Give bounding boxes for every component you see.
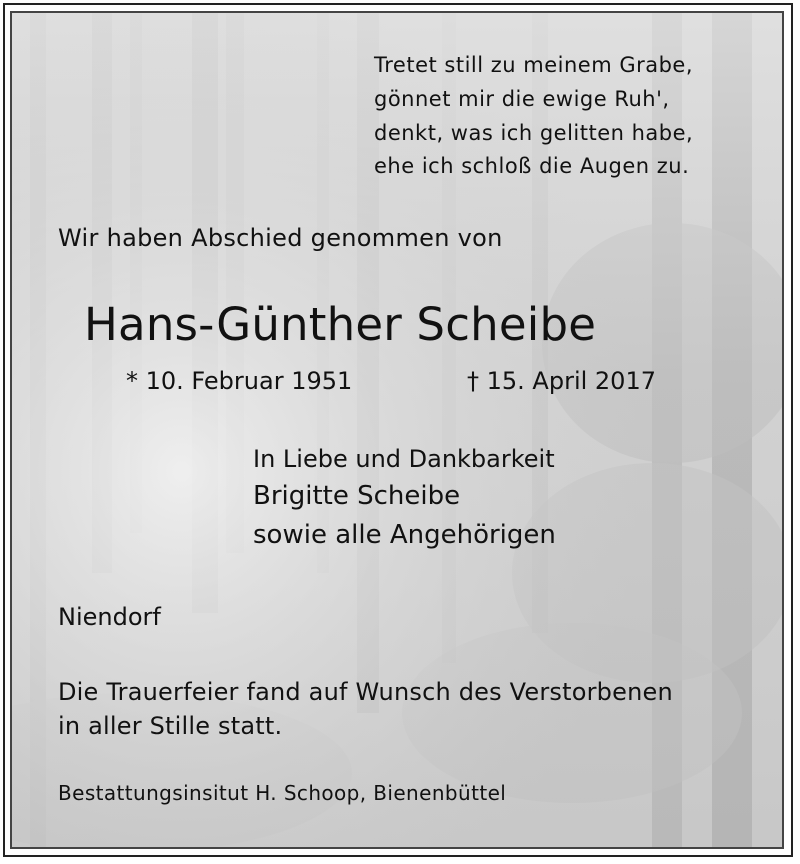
funeral-note-line-2: in aller Stille statt. [58,712,283,740]
deceased-name: Hans-Günther Scheibe [84,298,597,351]
poem-line-4: ehe ich schloß die Augen zu. [374,154,690,178]
poem-line-2: gönnet mir die ewige Ruh', [374,87,670,111]
obituary-card [10,11,784,849]
mourners-intro: In Liebe und Dankbarkeit [253,445,555,473]
death-date: † 15. April 2017 [467,367,656,395]
funeral-note-line-1: Die Trauerfeier fand auf Wunsch des Verstorbenen [58,678,673,706]
intro-text: Wir haben Abschied genommen von [58,224,503,252]
place-name: Niendorf [58,603,161,631]
birth-date: * 10. Februar 1951 [126,367,353,395]
poem-line-3: denkt, was ich gelitten habe, [374,121,694,145]
poem-line-1: Tretet still zu meinem Grabe, [374,53,694,77]
mourner-name: Brigitte Scheibe [253,481,461,511]
mourners-relatives: sowie alle Angehörigen [253,520,556,550]
undertaker-name: Bestattungsinsitut H. Schoop, Bienenbüttel [58,781,507,805]
